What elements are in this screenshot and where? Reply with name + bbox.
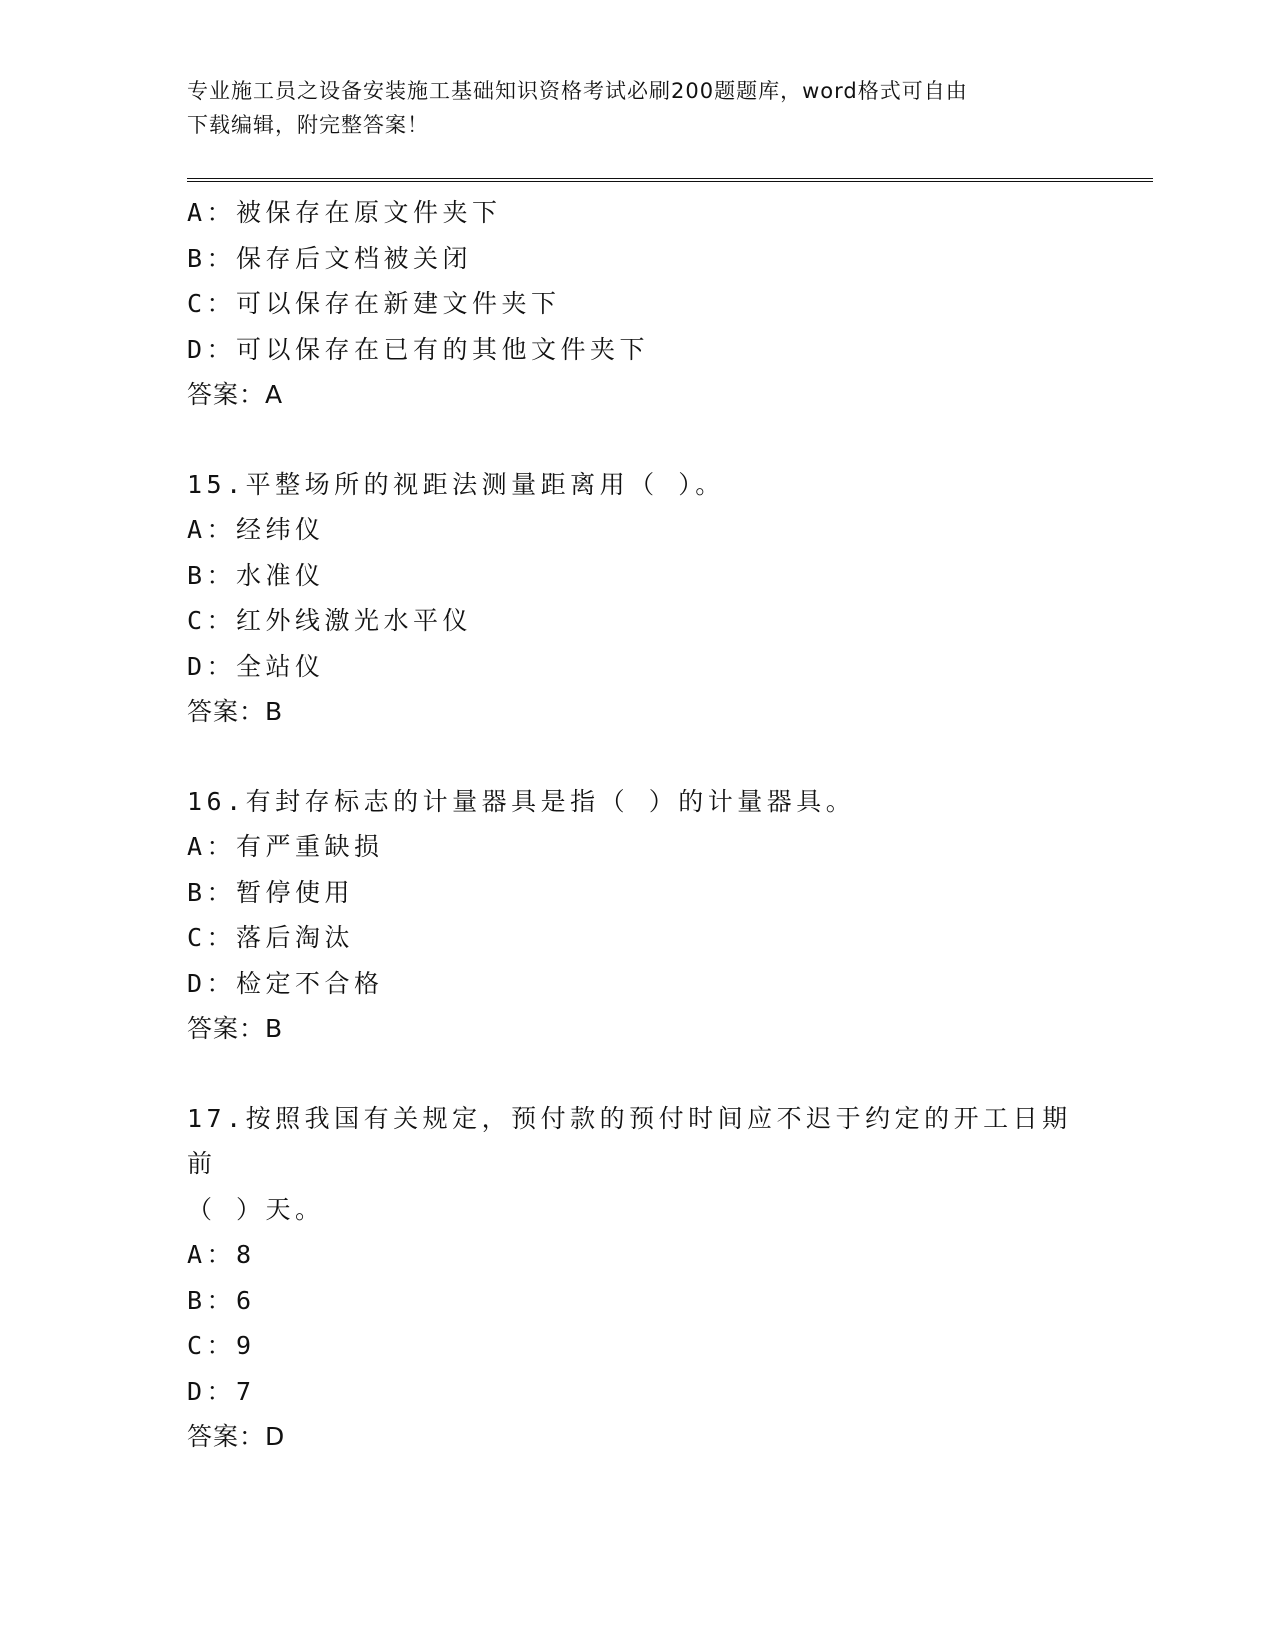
option-b: B：水准仪 [187,560,325,590]
question-list [187,190,1087,1460]
option-d: D：可以保存在已有的其他文件夹下 [187,334,650,364]
option-a: A：经纬仪 [187,515,325,544]
spacer [187,1052,1087,1096]
option-b: B：保存后文档被关闭 [187,243,473,273]
spacer [187,735,1087,779]
question-17 [187,1096,1087,1460]
question-15 [187,462,1087,735]
option-c: C：落后淘汰 [187,923,355,952]
question-16 [187,779,1087,1052]
option-a: A：被保存在原文件夹下 [187,198,502,227]
header-line-1: 专业施工员之设备安装施工基础知识资格考试必刷200题题库，word格式可自由 [187,79,968,103]
option-a: A：8 [187,1240,256,1269]
option-a: A：有严重缺损 [187,832,384,861]
header-line-2: 下载编辑，附完整答案！ [187,113,429,137]
answer: 答案：B [187,697,284,726]
spacer [187,418,1087,462]
header-divider [187,178,1153,182]
document-header [187,74,1087,142]
answer: 答案：A [187,380,284,409]
question-text-line-1: 17.按照我国有关规定，预付款的预付时间应不迟于约定的开工日期前 [187,1103,1072,1178]
option-d: D：全站仪 [187,651,325,681]
answer: 答案：B [187,1014,284,1043]
option-d: D：7 [187,1376,256,1406]
option-b: B：暂停使用 [187,877,355,907]
question-text-line-2: （ ）天。 [187,1194,325,1224]
option-c: C：9 [187,1331,256,1360]
option-d: D：检定不合格 [187,968,384,998]
question-text: 16.有封存标志的计量器具是指（ ）的计量器具。 [187,786,856,816]
option-c: C：可以保存在新建文件夹下 [187,289,561,318]
option-c: C：红外线激光水平仪 [187,606,473,635]
option-b: B：6 [187,1285,256,1315]
answer: 答案：D [187,1422,286,1451]
question-text: 15.平整场所的视距法测量距离用（ ）。 [187,469,725,499]
question-14-continued [187,190,1087,418]
